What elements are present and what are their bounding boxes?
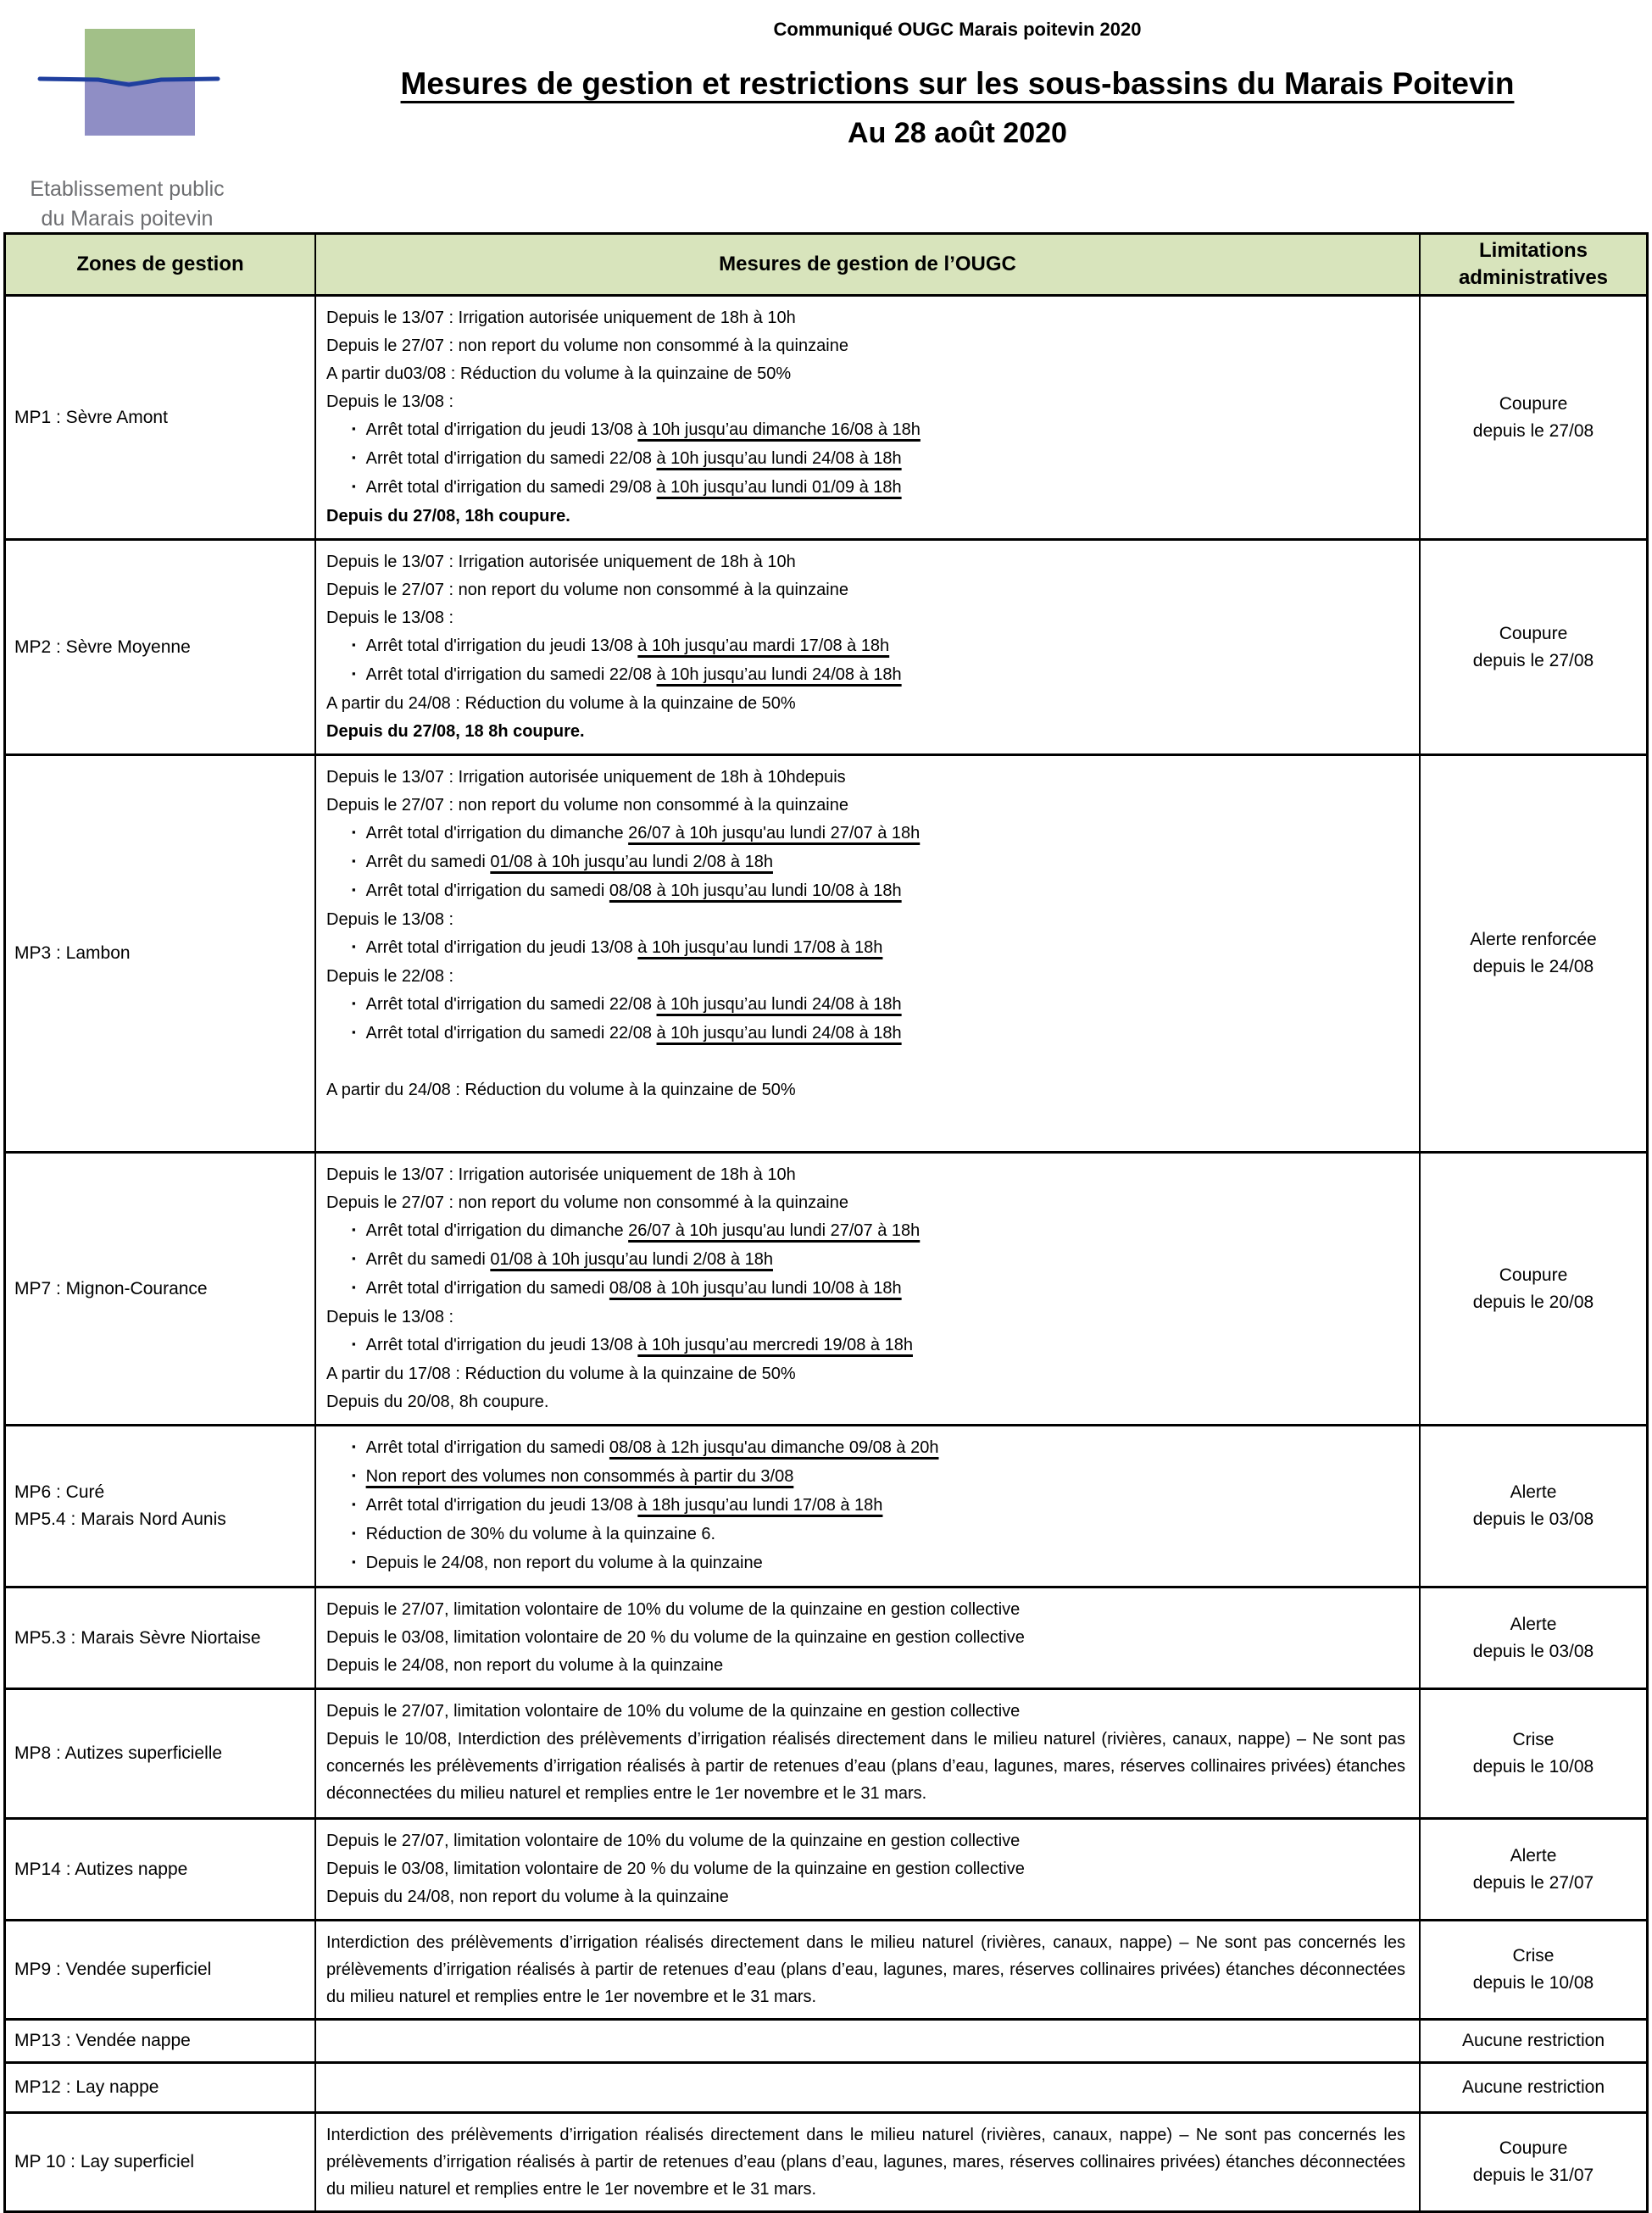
measure-line	[326, 792, 1405, 820]
measure-text: Depuis le 22/08 :	[326, 967, 454, 986]
table-row	[6, 1919, 1646, 2018]
measure-line	[326, 1596, 1405, 1624]
measure-line	[326, 1161, 1405, 1189]
zone-label: MP1 : Sèvre Amont	[14, 407, 168, 427]
table-row	[6, 2018, 1646, 2061]
limitations-cell	[1419, 2021, 1646, 2061]
measures-cell	[314, 2064, 1419, 2111]
measure-bullet-line	[326, 934, 1405, 963]
bullet-icon: ▪	[352, 422, 356, 435]
measure-text: Depuis le 27/07, limitation volontaire de 10% du volume de la quinzaine en gestion collective	[326, 1832, 1021, 1850]
measure-text-underlined: 26/07 à 10h jusqu'au lundi 27/07 à 18h	[628, 1221, 921, 1240]
limitation-text: Coupure	[1499, 623, 1568, 643]
limitations-cell	[1419, 1921, 1646, 2018]
measure-text: Depuis le 13/08 :	[326, 1308, 454, 1326]
limitations-cell	[1419, 1820, 1646, 1919]
limitations-cell	[1419, 2064, 1646, 2111]
measure-text: Arrêt total d'irrigation du samedi	[365, 1438, 609, 1457]
bullet-icon: ▪	[352, 1526, 356, 1539]
bullet-icon: ▪	[352, 1498, 356, 1510]
measure-text: Depuis le 13/07 : Irrigation autorisée uniquement de 18h à 10h	[326, 1165, 796, 1184]
bullet-icon: ▪	[352, 667, 356, 680]
zone-cell	[6, 1426, 314, 1586]
measure-line	[326, 604, 1405, 632]
zone-cell	[6, 2064, 314, 2111]
zone-cell	[6, 541, 314, 753]
measures-cell	[314, 541, 1419, 753]
measures-cell	[314, 297, 1419, 538]
limitations-cell	[1419, 541, 1646, 753]
column-header-limitations: Limitations administratives	[1419, 235, 1646, 294]
measure-text: Depuis le 03/08, limitation volontaire de 20 % du volume de la quinzaine en gestion collective	[326, 1628, 1025, 1647]
zone-label: MP9 : Vendée superficiel	[14, 1960, 212, 1979]
limitations-cell	[1419, 1426, 1646, 1586]
measure-bullet-line	[326, 1521, 1405, 1549]
measure-line	[326, 388, 1405, 416]
measure-text-underlined: à 10h jusqu’au lundi 24/08 à 18h	[656, 665, 902, 684]
zone-label: MP7 : Mignon-Courance	[14, 1278, 208, 1298]
limitation-text: depuis le 10/08	[1472, 1757, 1594, 1777]
measure-text-underlined: à 10h jusqu’au lundi 17/08 à 18h	[637, 938, 883, 957]
measure-line	[326, 1883, 1405, 1911]
measure-text-underlined: à 10h jusqu’au dimanche 16/08 à 18h	[637, 420, 921, 439]
measure-line	[326, 1698, 1405, 1726]
measures-cell	[314, 1154, 1419, 1424]
measure-bullet-line	[326, 848, 1405, 877]
table-row	[6, 294, 1646, 538]
limitations-cell	[1419, 756, 1646, 1151]
table-row	[6, 1817, 1646, 1919]
measure-text: Arrêt total d'irrigation du dimanche	[365, 1221, 629, 1240]
measure-text: Depuis le 24/08, non report du volume à la quinzaine	[326, 1656, 724, 1675]
bullet-icon: ▪	[352, 451, 356, 464]
table-row	[6, 538, 1646, 753]
measure-text-underlined: 08/08 à 10h jusqu’au lundi 10/08 à 18h	[609, 881, 902, 900]
table-row	[6, 2111, 1646, 2210]
limitation-text: Coupure	[1499, 2138, 1568, 2158]
measure-text: Arrêt total d'irrigation du samedi 22/08	[365, 665, 657, 684]
restrictions-table	[3, 232, 1649, 2213]
limitation-text: depuis le 27/07	[1472, 1872, 1594, 1893]
measure-text: Depuis le 27/07 : non report du volume non consommé à la quinzaine	[326, 336, 848, 355]
measure-text: Réduction de 30% du volume à la quinzaine 6.	[365, 1525, 716, 1543]
measure-text: Depuis le 03/08, limitation volontaire de 20 % du volume de la quinzaine en gestion collective	[326, 1860, 1025, 1878]
measure-text-underlined: à 10h jusqu’au lundi 24/08 à 18h	[656, 449, 902, 468]
measure-text: Depuis le 13/08 :	[326, 609, 454, 627]
zone-label: MP8 : Autizes superficielle	[14, 1743, 223, 1763]
zone-cell	[6, 1921, 314, 2018]
measure-bullet-line	[326, 661, 1405, 690]
measure-text-underlined: 01/08 à 10h jusqu’au lundi 2/08 à 18h	[490, 853, 773, 871]
zone-cell	[6, 2021, 314, 2061]
measure-bullet-line	[326, 1217, 1405, 1246]
zone-cell	[6, 756, 314, 1151]
limitation-text: Crise	[1512, 1730, 1555, 1749]
table-row	[6, 1424, 1646, 1586]
org-name	[17, 175, 237, 234]
bullet-icon: ▪	[352, 940, 356, 953]
measure-text: Arrêt du samedi	[365, 1250, 491, 1269]
measure-text: Arrêt total d'irrigation du jeudi 13/08	[365, 938, 638, 957]
measure-bullet-line	[326, 991, 1405, 1020]
measures-cell	[314, 756, 1419, 1151]
measure-text: Depuis le 10/08, Interdiction des prélèvements d’irrigation réalisés directement dans le milieu naturel (rivières, canaux, nappe) – Ne sont pas concernés les prélèvements d’irrigation réalisés à partir de retenues d’eau (plans d’eau, lagunes, mares, réserves collinaires privées) étanches déconnectées du milieu naturel et remplies entre le 1er novembre et le 31 mars.	[326, 1730, 1405, 1803]
measure-text: Arrêt total d'irrigation du jeudi 13/08	[365, 1496, 638, 1515]
measure-text: Depuis du 24/08, non report du volume à la quinzaine	[326, 1888, 729, 1906]
measure-bullet-line	[326, 1492, 1405, 1521]
org-logo	[0, 0, 263, 232]
measure-line	[326, 1855, 1405, 1883]
measure-text: Arrêt total d'irrigation du samedi	[365, 881, 609, 900]
limitation-text: depuis le 03/08	[1472, 1641, 1594, 1661]
limitation-text: Alerte	[1510, 1482, 1557, 1502]
bullet-icon: ▪	[352, 1469, 356, 1482]
measure-text: Interdiction des prélèvements d’irrigation réalisés directement dans le milieu naturel (rivières, canaux, nappe) – Ne sont pas concernés les prélèvements d’irrigation réalisés à partir de retenues d’eau (plans d’eau, lagunes, mares, réserves collinaires privées) étanches déconnectées du milieu naturel et remplies entre le 1er novembre et le 31 mars.	[326, 1933, 1405, 2006]
measure-bullet-line	[326, 1549, 1405, 1578]
measure-text-underlined: à 10h jusqu’au lundi 24/08 à 18h	[656, 995, 902, 1014]
measure-line	[326, 718, 1405, 746]
limitation-text: Coupure	[1499, 393, 1568, 414]
limitation-text: Aucune restriction	[1461, 2077, 1605, 2097]
bullet-icon: ▪	[352, 826, 356, 838]
measure-text: A partir du 17/08 : Réduction du volume à la quinzaine de 50%	[326, 1365, 796, 1383]
measure-line	[326, 1726, 1405, 1807]
limitations-cell	[1419, 1690, 1646, 1817]
table-header-row	[6, 235, 1646, 294]
measure-bullet-line	[326, 474, 1405, 503]
measure-line	[326, 1189, 1405, 1217]
communique-line: Communiqué OUGC Marais poitevin 2020	[773, 19, 1142, 40]
measure-bullet-line	[326, 1434, 1405, 1463]
zone-cell	[6, 1820, 314, 1919]
measure-line	[326, 1076, 1405, 1104]
measure-text: Arrêt total d'irrigation du samedi 22/08	[365, 995, 657, 1014]
limitation-text: Alerte	[1510, 1614, 1557, 1634]
measure-text: Depuis le 13/08 :	[326, 392, 454, 411]
limitation-text: Aucune restriction	[1461, 2031, 1605, 2050]
measure-text: A partir du 24/08 : Réduction du volume à la quinzaine de 50%	[326, 694, 796, 713]
measure-bullet-line	[326, 416, 1405, 445]
measure-text: Depuis le 27/07 : non report du volume non consommé à la quinzaine	[326, 796, 848, 815]
measures-cell	[314, 1690, 1419, 1817]
measure-text: Depuis le 27/07, limitation volontaire de 10% du volume de la quinzaine en gestion collective	[326, 1702, 1021, 1721]
header-titles	[263, 0, 1652, 232]
zone-cell	[6, 1154, 314, 1424]
limitations-cell	[1419, 1588, 1646, 1688]
measure-text: Depuis le 27/07 : non report du volume non consommé à la quinzaine	[326, 1193, 848, 1212]
measure-text: Arrêt total d'irrigation du jeudi 13/08	[365, 637, 638, 655]
measure-text: Depuis le 27/07 : non report du volume non consommé à la quinzaine	[326, 581, 848, 599]
bullet-icon: ▪	[352, 1252, 356, 1265]
measure-text: Arrêt du samedi	[365, 853, 491, 871]
measure-bullet-line	[326, 820, 1405, 848]
org-name-line2: du Marais poitevin	[41, 207, 214, 231]
measure-text-underlined: Non report des volumes non consommés à partir du 3/08	[365, 1467, 794, 1486]
measure-text: A partir du 24/08 : Réduction du volume à la quinzaine de 50%	[326, 1081, 796, 1099]
zone-cell	[6, 297, 314, 538]
measure-bullet-line	[326, 1246, 1405, 1275]
zone-cell	[6, 2114, 314, 2210]
measure-text: Arrêt total d'irrigation du samedi 22/08	[365, 449, 657, 468]
limitation-text: depuis le 27/08	[1472, 420, 1594, 441]
limitation-text: Coupure	[1499, 1265, 1568, 1285]
measures-cell	[314, 2021, 1419, 2061]
measure-line	[326, 764, 1405, 792]
table-row	[6, 1688, 1646, 1817]
zone-label: MP13 : Vendée nappe	[14, 2031, 191, 2050]
logo-waterline-icon	[37, 73, 220, 88]
column-header-zones: Zones de gestion	[76, 253, 244, 275]
measures-cell	[314, 1921, 1419, 2018]
measure-text-underlined: 08/08 à 12h jusqu'au dimanche 09/08 à 20h	[609, 1438, 939, 1457]
measure-text: Arrêt total d'irrigation du jeudi 13/08	[365, 420, 638, 439]
bullet-icon: ▪	[352, 1026, 356, 1038]
measure-line	[326, 1304, 1405, 1332]
measure-bullet-line	[326, 632, 1405, 661]
zone-cell	[6, 1690, 314, 1817]
measure-text: Arrêt total d'irrigation du samedi 22/08	[365, 1024, 657, 1043]
measure-line	[326, 332, 1405, 360]
measure-text-underlined: à 10h jusqu’au lundi 24/08 à 18h	[656, 1024, 902, 1043]
zone-label: MP 10 : Lay superficiel	[14, 2152, 195, 2171]
bullet-icon: ▪	[352, 480, 356, 492]
measure-text: Depuis le 27/07, limitation volontaire de 10% du volume de la quinzaine en gestion collective	[326, 1600, 1021, 1619]
measure-text: Arrêt total d'irrigation du dimanche	[365, 824, 629, 842]
measure-line	[326, 1624, 1405, 1652]
page-subtitle: Au 28 août 2020	[848, 117, 1067, 149]
zone-label: MP2 : Sèvre Moyenne	[14, 637, 191, 657]
measure-text: Depuis le 13/07 : Irrigation autorisée uniquement de 18h à 10h	[326, 309, 796, 327]
measure-bullet-line	[326, 1463, 1405, 1492]
measure-text-underlined: à 10h jusqu’au mercredi 19/08 à 18h	[637, 1336, 913, 1354]
limitation-text: depuis le 20/08	[1472, 1292, 1594, 1312]
measure-line	[326, 1652, 1405, 1680]
measures-cell	[314, 1820, 1419, 1919]
bullet-icon: ▪	[352, 997, 356, 1009]
limitation-text: depuis le 24/08	[1472, 957, 1594, 976]
column-header-measures: Mesures de gestion de l’OUGC	[314, 235, 1419, 294]
limitation-text: depuis le 27/08	[1472, 650, 1594, 670]
measure-bullet-line	[326, 445, 1405, 474]
measure-text: Depuis le 13/07 : Irrigation autorisée uniquement de 18h à 10hdepuis	[326, 768, 846, 787]
measure-text: Depuis le 13/07 : Irrigation autorisée uniquement de 18h à 10h	[326, 553, 796, 571]
measure-line	[326, 1360, 1405, 1388]
measure-text: Depuis du 27/08, 18 8h coupure.	[326, 722, 585, 741]
measure-text: Depuis du 27/08, 18h coupure.	[326, 507, 570, 525]
measure-text-underlined: 08/08 à 10h jusqu’au lundi 10/08 à 18h	[609, 1279, 902, 1298]
measure-line	[326, 906, 1405, 934]
table-row	[6, 2061, 1646, 2111]
bullet-icon: ▪	[352, 1337, 356, 1350]
measure-text-underlined: 26/07 à 10h jusqu'au lundi 27/07 à 18h	[628, 824, 921, 842]
bullet-icon: ▪	[352, 854, 356, 867]
measure-text: Depuis du 20/08, 8h coupure.	[326, 1393, 549, 1411]
limitation-text: depuis le 10/08	[1472, 1973, 1594, 1993]
measure-line	[326, 1929, 1405, 2010]
zone-label: MP12 : Lay nappe	[14, 2077, 159, 2097]
measure-line	[326, 1388, 1405, 1416]
limitation-text: depuis le 31/07	[1472, 2166, 1594, 2185]
measure-line	[326, 304, 1405, 332]
measure-text-underlined: à 18h jusqu’au lundi 17/08 à 18h	[637, 1496, 883, 1515]
limitation-text: Alerte	[1510, 1845, 1557, 1865]
limitation-text: Crise	[1512, 1946, 1555, 1966]
zone-label: MP14 : Autizes nappe	[14, 1859, 188, 1879]
measure-blank-line	[326, 1048, 1405, 1076]
logo-mark	[37, 29, 220, 158]
zone-label: MP6 : Curé	[14, 1482, 105, 1502]
measure-text: Arrêt total d'irrigation du jeudi 13/08	[365, 1336, 638, 1354]
bullet-icon: ▪	[352, 1440, 356, 1453]
measure-bullet-line	[326, 877, 1405, 906]
table-row	[6, 753, 1646, 1151]
measures-cell	[314, 1426, 1419, 1586]
measure-line	[326, 503, 1405, 531]
bullet-icon: ▪	[352, 638, 356, 651]
table-row	[6, 1151, 1646, 1424]
measure-line	[326, 963, 1405, 991]
measure-line	[326, 690, 1405, 718]
measure-text-underlined: 01/08 à 10h jusqu’au lundi 2/08 à 18h	[490, 1250, 773, 1269]
measure-text: Arrêt total d'irrigation du samedi	[365, 1279, 609, 1298]
measure-text: A partir du03/08 : Réduction du volume à la quinzaine de 50%	[326, 364, 792, 383]
measure-bullet-line	[326, 1275, 1405, 1304]
logo-purple-block	[85, 81, 195, 136]
measures-cell	[314, 2114, 1419, 2210]
table-body	[6, 294, 1646, 2210]
measure-line	[326, 1827, 1405, 1855]
zone-cell	[6, 1588, 314, 1688]
org-name-line1: Etablissement public	[30, 177, 225, 201]
measure-text: Depuis le 13/08 :	[326, 910, 454, 929]
bullet-icon: ▪	[352, 1555, 356, 1568]
page-header	[0, 0, 1652, 232]
limitations-cell	[1419, 297, 1646, 538]
zone-label: MP5.3 : Marais Sèvre Niortaise	[14, 1627, 261, 1648]
bullet-icon: ▪	[352, 1223, 356, 1236]
measure-bullet-line	[326, 1332, 1405, 1360]
measure-text-underlined: à 10h jusqu’au lundi 01/09 à 18h	[656, 478, 902, 497]
measure-text: Interdiction des prélèvements d’irrigation réalisés directement dans le milieu naturel (rivières, canaux, nappe) – Ne sont pas concernés les prélèvements d’irrigation réalisés à partir de retenues d’eau (plans d’eau, lagunes, mares, réserves collinaires privées) étanches déconnectées du milieu naturel et remplies entre le 1er novembre et le 31 mars.	[326, 2126, 1405, 2199]
bullet-icon: ▪	[352, 1281, 356, 1293]
page-title: Mesures de gestion et restrictions sur les sous-bassins du Marais Poitevin	[400, 66, 1515, 101]
measure-line	[326, 548, 1405, 576]
zone-label: MP5.4 : Marais Nord Aunis	[14, 1510, 226, 1529]
measure-line	[326, 576, 1405, 604]
bullet-icon: ▪	[352, 883, 356, 896]
limitation-text: Alerte renforcée	[1470, 930, 1597, 949]
limitations-cell	[1419, 2114, 1646, 2210]
measure-text-underlined: à 10h jusqu’au mardi 17/08 à 18h	[637, 637, 890, 655]
measure-line	[326, 360, 1405, 388]
measure-bullet-line	[326, 1020, 1405, 1048]
measure-text: Depuis le 24/08, non report du volume à la quinzaine	[365, 1554, 763, 1572]
measures-cell	[314, 1588, 1419, 1688]
limitations-cell	[1419, 1154, 1646, 1424]
limitation-text: depuis le 03/08	[1472, 1510, 1594, 1529]
zone-label: MP3 : Lambon	[14, 943, 131, 963]
measure-line	[326, 2121, 1405, 2203]
measure-text: Arrêt total d'irrigation du samedi 29/08	[365, 478, 657, 497]
table-row	[6, 1586, 1646, 1688]
